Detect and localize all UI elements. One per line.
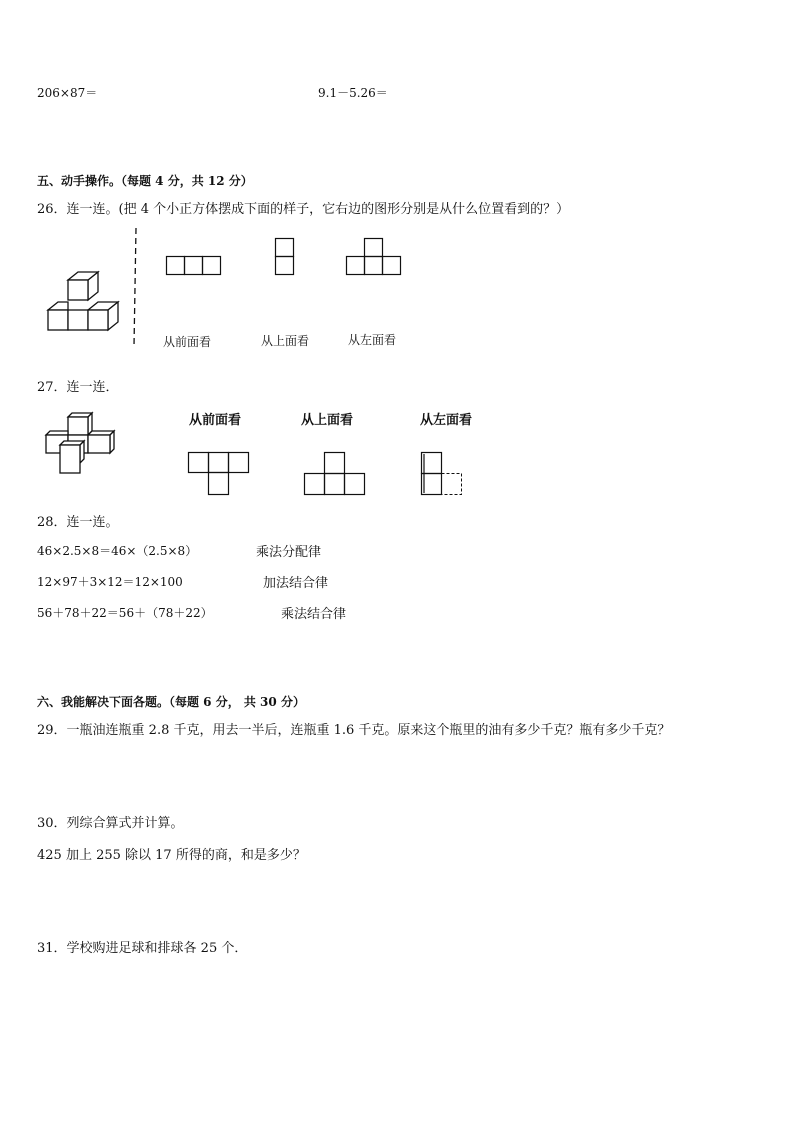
- q27-label-left: 从左面看: [420, 413, 473, 428]
- q31-text: 31．学校购进足球和排球各 25 个．: [37, 941, 248, 956]
- q28-law-2: 加法结合律: [263, 576, 329, 591]
- q27-label-top: 从上面看: [301, 413, 354, 428]
- q27-cube-figure: [44, 410, 124, 478]
- q28-law-1: 乘法分配律: [256, 545, 322, 560]
- q26-label-front: 从前面看: [163, 335, 212, 349]
- section6-heading: 六、我能解决下面各题。（每题 6 分， 共 30 分）: [37, 695, 305, 709]
- q30-subtext: 425 加上 255 除以 17 所得的商，和是多少？: [37, 848, 306, 863]
- q26-dashed-divider: [133, 228, 139, 348]
- q28-expr-3: 56＋78＋22＝56＋（78＋22）: [37, 606, 213, 620]
- q30-text: 30．列综合算式并计算。: [37, 816, 184, 831]
- q26-view-t-shape: [346, 238, 402, 276]
- q26-label-left: 从左面看: [348, 333, 397, 347]
- q26-cube-figure: [44, 270, 134, 335]
- calc-left: 206×87＝: [37, 86, 98, 100]
- q27-label-front: 从前面看: [189, 413, 242, 428]
- q26-label-top: 从上面看: [261, 334, 310, 348]
- q28-text: 28．连一连。: [37, 515, 119, 530]
- q28-expr-1: 46×2.5×8＝46×（2.5×8）: [37, 544, 198, 558]
- section5-heading: 五、动手操作。（每题 4 分，共 12 分）: [37, 174, 253, 188]
- q27-view-front: [188, 452, 250, 496]
- q26-view-row-of-three: [166, 256, 222, 275]
- q27-view-left: [421, 452, 465, 496]
- q26-text: 26．连一连。(把 4 个小正方体摆成下面的样子，它右边的图形分别是从什么位置看到的？）: [37, 202, 570, 217]
- q28-expr-2: 12×97＋3×12＝12×100: [37, 575, 183, 589]
- calc-right: 9.1－5.26＝: [318, 86, 388, 100]
- q27-view-top: [304, 452, 366, 496]
- q29-text: 29．一瓶油连瓶重 2.8 千克，用去一半后，连瓶重 1.6 千克。原来这个瓶里的油有多少千克？瓶有多少千克？: [37, 723, 671, 738]
- q28-law-3: 乘法结合律: [281, 607, 347, 622]
- q26-view-column-of-two: [275, 238, 295, 276]
- q27-text: 27．连一连．: [37, 380, 119, 395]
